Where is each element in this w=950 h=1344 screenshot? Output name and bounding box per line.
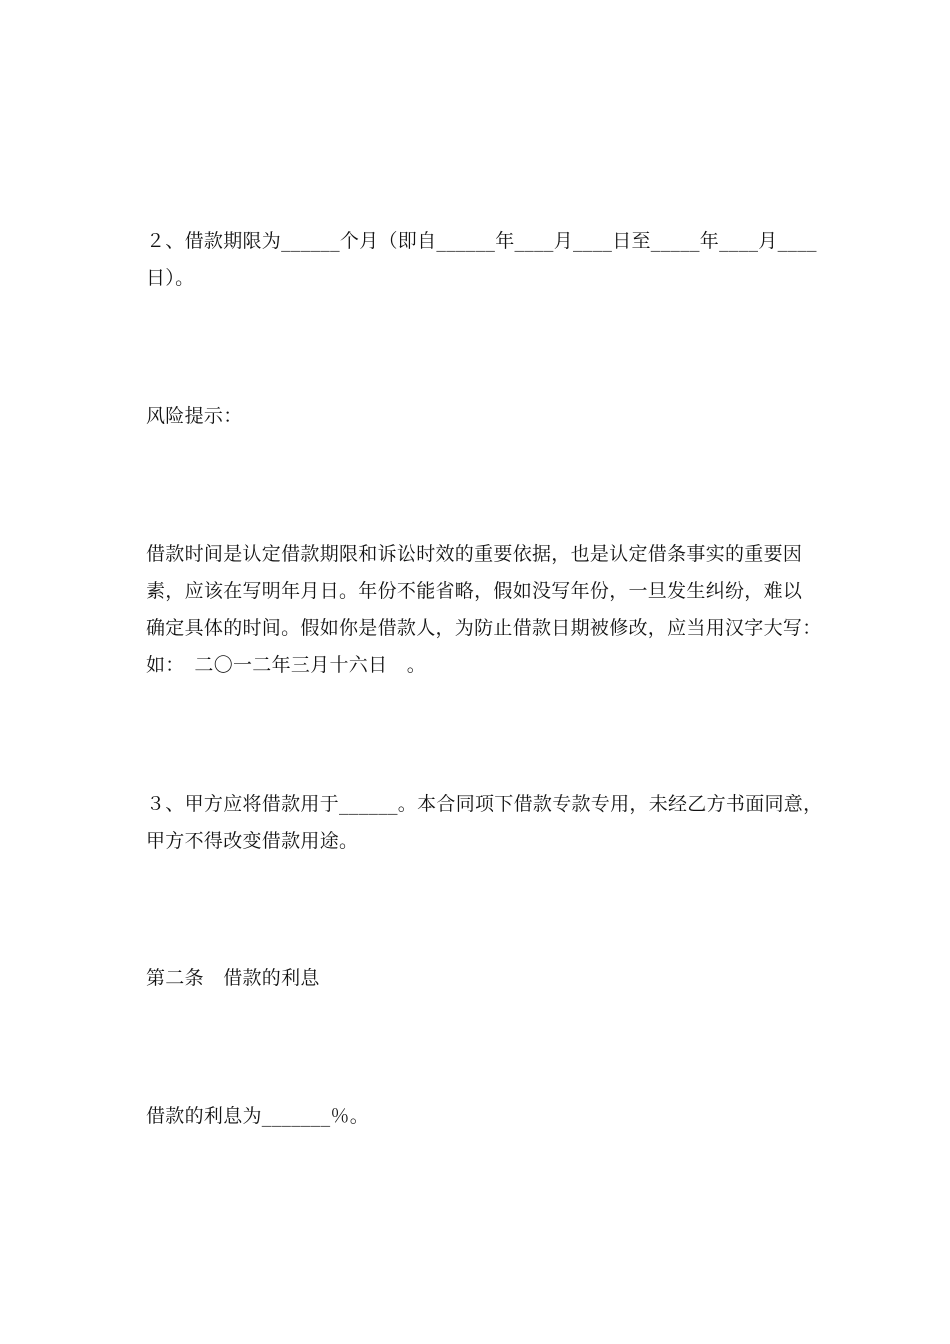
paragraph-line: 如： 二〇一二年三月十六日 。 xyxy=(146,654,427,676)
paragraph-line: 借款时间是认定借款期限和诉讼时效的重要依据，也是认定借条事实的重要因 xyxy=(146,543,803,565)
clause-loan-term xyxy=(146,223,817,297)
paragraph-line: ２、借款期限为______个月（即自______年____月____日至_____年____月____ xyxy=(146,230,817,252)
paragraph-line: 借款的利息为_______％。 xyxy=(146,1105,370,1127)
risk-notice-heading xyxy=(146,398,814,435)
paragraph-line: 确定具体的时间。假如你是借款人，为防止借款日期被修改，应当用汉字大写： xyxy=(146,617,822,639)
paragraph-line: 第二条 借款的利息 xyxy=(146,967,320,989)
article-two-heading xyxy=(146,960,814,997)
paragraph-line: 日）。 xyxy=(146,267,195,289)
risk-notice-body xyxy=(146,536,822,684)
paragraph-line: 甲方不得改变借款用途。 xyxy=(146,830,359,852)
clause-interest-rate xyxy=(146,1098,814,1135)
paragraph-line: 素，应该在写明年月日。年份不能省略，假如没写年份，一旦发生纠纷，难以 xyxy=(146,580,803,602)
paragraph-line: 风险提示： xyxy=(146,405,243,427)
clause-loan-purpose xyxy=(146,786,823,860)
paragraph-line: ３、甲方应将借款用于______。本合同项下借款专款专用，未经乙方书面同意， xyxy=(146,793,823,815)
